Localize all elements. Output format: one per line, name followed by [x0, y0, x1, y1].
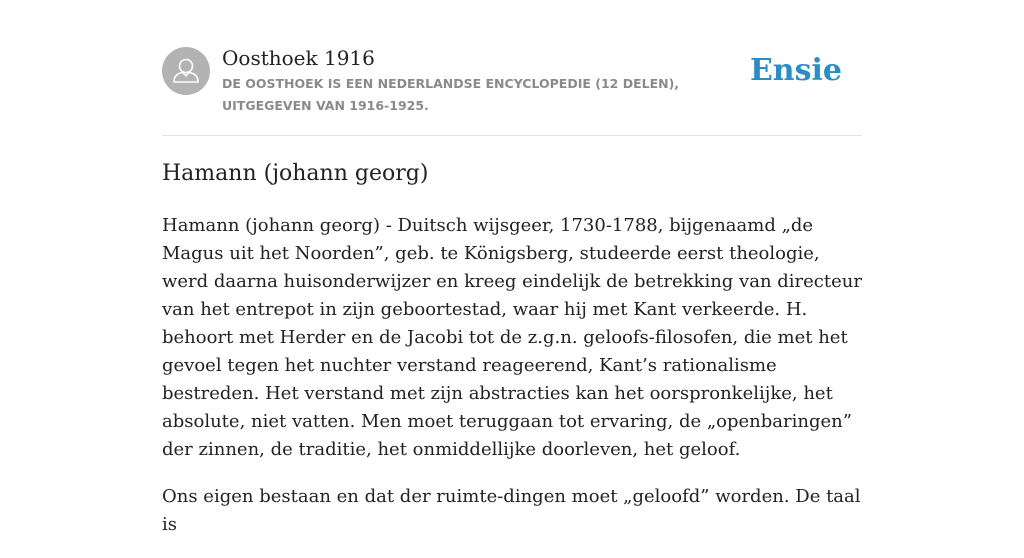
article-title: Hamann (johann georg): [162, 161, 429, 186]
source-header: [162, 46, 862, 136]
source-name[interactable]: Oosthoek 1916: [222, 46, 375, 70]
ensie-logo[interactable]: Ensie: [749, 53, 842, 88]
article-body: [162, 212, 862, 558]
article-paragraph: Hamann (johann georg) - Duitsch wijsgeer, 1730-1788, bijgenaamd „de Magus uit het Noorden”, geb. te Königsberg, studeerde eerst theologie, werd daarna huisonderwijzer en kreeg eindelijk de betrekking van directeur van het entrepot in zijn geboortestad, waar hij met Kant verkeerde. H. behoort met Herder en de Jacobi tot de z.g.n. geloofs-filosofen, die met het gevoel tegen het nuchter verstand reageerend, Kant’s rationalisme bestreden. Het verstand met zijn abstracties kan het oorspronkelijke, het absolute, niet vatten. Men moet teruggaan tot ervaring, de „openbaringen” der zinnen, de traditie, het onmiddellijke doorleven, het geloof.: [162, 215, 862, 460]
user-icon[interactable]: [162, 47, 210, 95]
header-divider: [162, 135, 862, 136]
source-description: DE OOSTHOEK IS EEN NEDERLANDSE ENCYCLOPEDIE (12 DELEN), UITGEGEVEN VAN 1916-1925.: [222, 76, 680, 113]
article-paragraph: Ons eigen bestaan en dat der ruimte-dingen moet „geloofd” worden. De taal is: [162, 486, 861, 535]
